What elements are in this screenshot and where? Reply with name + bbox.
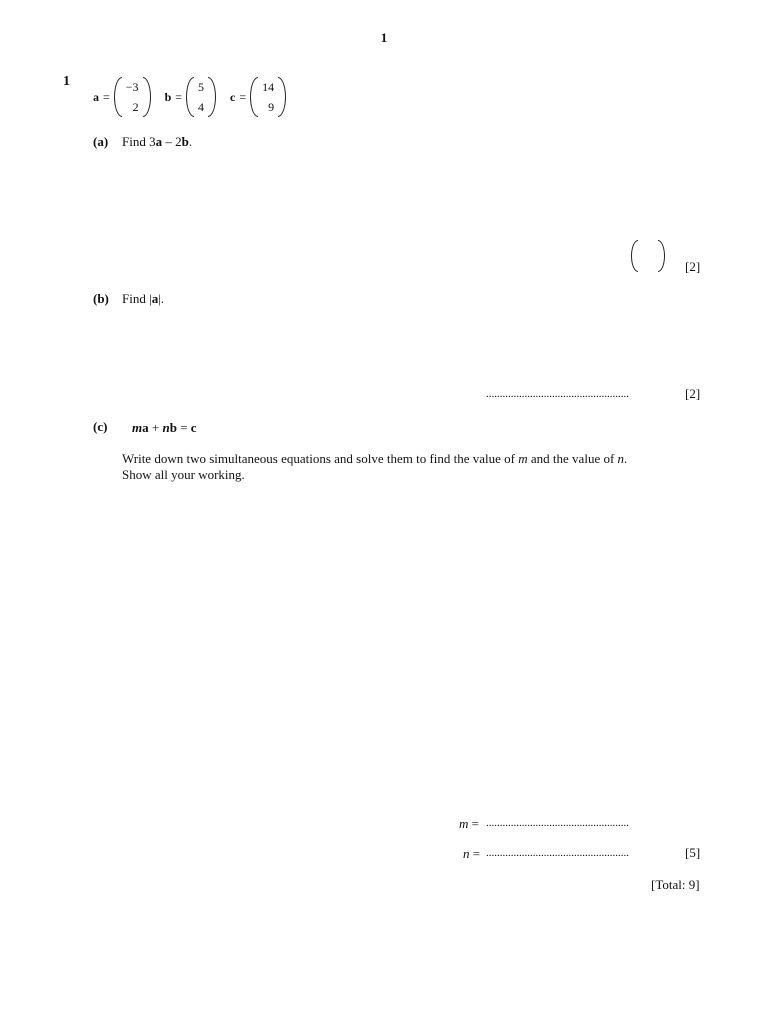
part-a-question: Find 3a – 2b. [122,134,193,149]
m-answer-line[interactable]: .................................................... [486,817,629,829]
vector-top: 14 [262,80,275,94]
right-paren [658,240,665,272]
left-paren [250,77,258,117]
part-c-equation: ma + nb = c [132,420,197,435]
page-number: 1 [380,30,388,45]
n-answer: n = [463,846,481,861]
part-c-instruction-2: Show all your working. [122,467,245,482]
right-paren [208,77,216,117]
vector-top: −3 [125,80,139,94]
left-paren [186,77,194,117]
part-c-label: (c) [93,419,108,434]
equals-sign: = [175,89,183,104]
question-number: 1 [63,74,70,89]
part-a-label: (a) [93,134,109,149]
right-paren [278,77,286,117]
right-paren [143,77,151,117]
n-answer-line[interactable]: .................................................... [486,847,629,859]
vector-top: 5 [198,80,205,94]
vector-bottom: 2 [132,100,139,114]
vector-name: c [230,89,236,104]
vector-name: b [164,89,172,104]
part-c-marks: [5] [685,845,701,860]
vector-bottom: 4 [198,100,205,114]
given-vectors [93,76,300,118]
column-vector [186,77,216,117]
left-paren [114,77,122,117]
part-a-marks: [2] [685,259,701,274]
total-marks: [Total: 9] [651,877,700,892]
column-vector [250,77,286,117]
vector-a [93,77,151,117]
part-b-answer-line[interactable]: .................................................... [486,388,629,400]
part-c-instruction-1: Write down two simultaneous equations and solve them to find the value of m and the value of n. [122,451,628,466]
vector-c [230,77,286,117]
column-vector [114,77,151,117]
vector-bottom: 9 [268,100,275,114]
equals-sign: = [239,89,247,104]
vector-b [165,77,216,117]
part-b-label: (b) [93,291,109,306]
m-answer: m = [459,816,479,831]
left-paren [631,240,638,272]
part-b-question: Find |a|. [122,291,165,306]
vector-name: a [93,89,99,104]
equals-sign: = [103,89,110,104]
part-b-marks: [2] [685,386,701,401]
answer-vector-box[interactable] [631,240,665,272]
